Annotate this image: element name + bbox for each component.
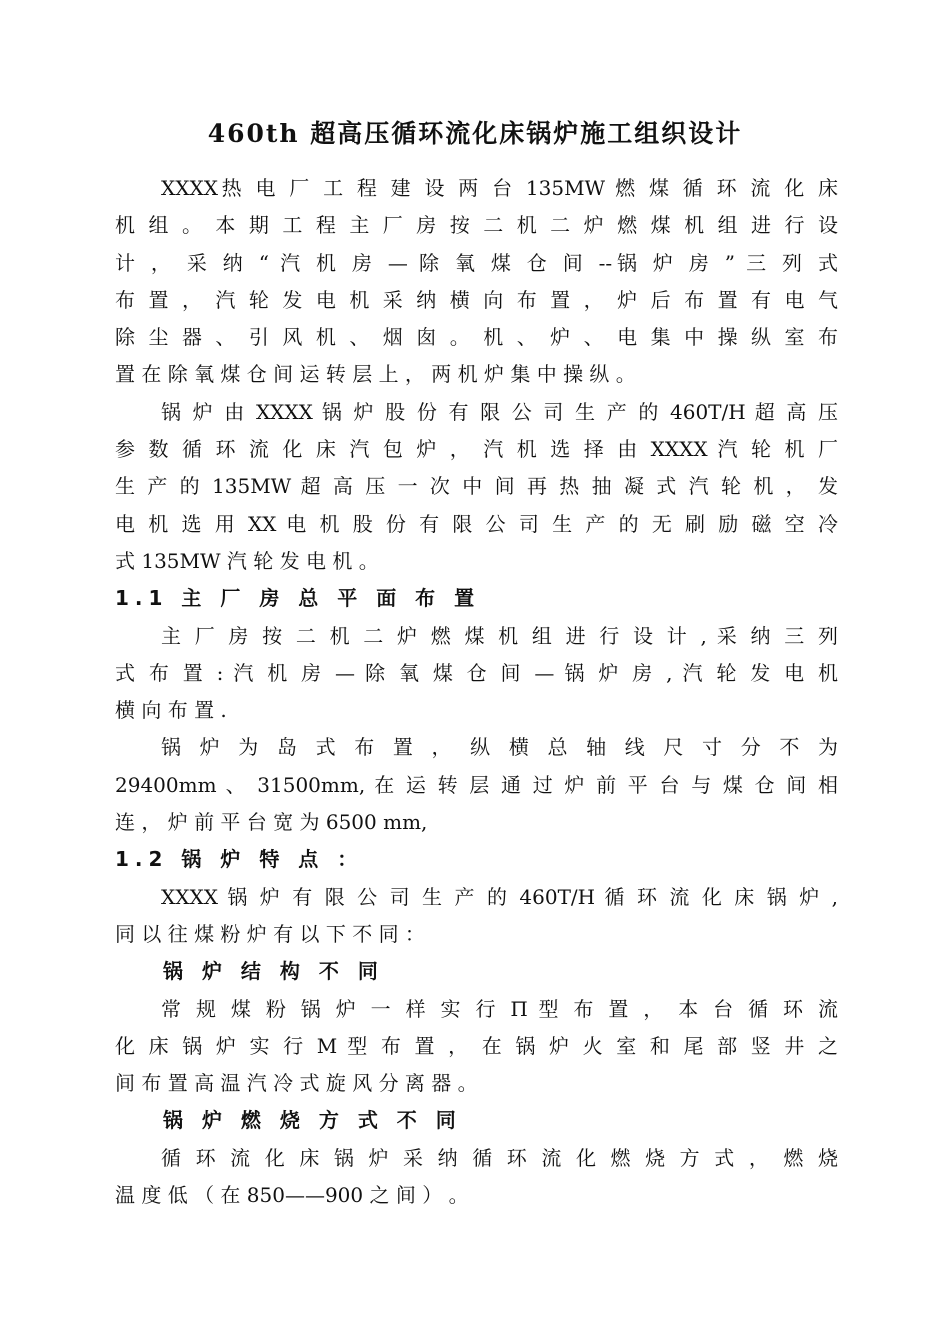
paragraph-line: 29400mm 、 31500mm, 在 运 转 层 通 过 炉 前 平 台 与 煤 仓 间 相 bbox=[115, 772, 838, 797]
paragraph-line: 化 床 锅 炉 实 行 M 型 布 置 ， 在 锅 炉 火 室 和 尾 部 竖 井 之 bbox=[115, 1033, 838, 1058]
section-heading: 1.2 锅 炉 特 点 ： bbox=[115, 847, 364, 872]
section-heading: 1.1 主 厂 房 总 平 面 布 置 bbox=[115, 586, 481, 611]
paragraph-line: 计 ， 采 纳 “ 汽 机 房 — 除 氧 煤 仓 间 --锅 炉 房 ” 三 列 式 bbox=[115, 250, 838, 275]
paragraph-line: 参 数 循 环 流 化 床 汽 包 炉 ， 汽 机 选 择 由 XXXX 汽 轮 机 厂 bbox=[115, 437, 838, 462]
paragraph-first-line: 常 规 煤 粉 锅 炉 一 样 实 行 Π 型 布 置 ， 本 台 循 环 流 bbox=[161, 996, 838, 1021]
paragraph-last-line: 温 度 低 （ 在 850——900 之 间 ） 。 bbox=[115, 1183, 469, 1208]
paragraph-last-line: 同 以 往 煤 粉 炉 有 以 下 不 同 ： bbox=[115, 921, 425, 946]
subsection-heading: 锅 炉 结 构 不 同 bbox=[163, 959, 384, 984]
paragraph-first-line: 锅 炉 由 XXXX 锅 炉 股 份 有 限 公 司 生 产 的 460T/H 超 高 压 bbox=[161, 399, 838, 424]
subsection-heading: 锅 炉 燃 烧 方 式 不 同 bbox=[163, 1108, 462, 1133]
paragraph-first-line: 锅 炉 为 岛 式 布 置 ， 纵 横 总 轴 线 尺 寸 分 不 为 bbox=[161, 735, 838, 760]
paragraph-last-line: 横 向 布 置 . bbox=[115, 698, 227, 723]
paragraph-last-line: 式 135MW 汽 轮 发 电 机 。 bbox=[115, 548, 379, 573]
paragraph-line: 电 机 选 用 XX 电 机 股 份 有 限 公 司 生 产 的 无 刷 励 磁 空 冷 bbox=[115, 511, 838, 536]
paragraph-line: 式 布 置 : 汽 机 房 — 除 氧 煤 仓 间 — 锅 炉 房 , 汽 轮 发 电 机 bbox=[115, 660, 838, 685]
document-body bbox=[115, 170, 838, 1214]
paragraph-first-line: XXXX 锅 炉 有 限 公 司 生 产 的 460T/H 循 环 流 化 床 锅 炉 , bbox=[161, 884, 838, 909]
paragraph-first-line: 主 厂 房 按 二 机 二 炉 燃 煤 机 组 进 行 设 计 , 采 纳 三 列 bbox=[161, 623, 838, 648]
paragraph-first-line: 循 环 流 化 床 锅 炉 采 纳 循 环 流 化 燃 烧 方 式 ， 燃 烧 bbox=[161, 1145, 838, 1170]
paragraph-line: 生 产 的 135MW 超 高 压 一 次 中 间 再 热 抽 凝 式 汽 轮 机 ， 发 bbox=[115, 474, 838, 499]
paragraph-last-line: 置 在 除 氧 煤 仓 间 运 转 层 上 ， 两 机 炉 集 中 操 纵 。 bbox=[115, 362, 636, 387]
paragraph-last-line: 连 ， 炉 前 平 台 宽 为 6500 mm, bbox=[115, 810, 428, 835]
document-title: 460th 超高压循环流化床锅炉施工组织设计 bbox=[207, 119, 743, 148]
paragraph-last-line: 间 布 置 高 温 汽 冷 式 旋 风 分 离 器 。 bbox=[115, 1071, 478, 1096]
paragraph-first-line: XXXX热 电 厂 工 程 建 设 两 台 135MW 燃 煤 循 环 流 化 床 bbox=[161, 176, 838, 200]
paragraph-line: 机 组 。 本 期 工 程 主 厂 房 按 二 机 二 炉 燃 煤 机 组 进 行 设 bbox=[115, 213, 838, 238]
paragraph-line: 布 置 ， 汽 轮 发 电 机 采 纳 横 向 布 置 ， 炉 后 布 置 有 电 气 bbox=[115, 287, 838, 312]
paragraph-line: 除 尘 器 、 引 风 机 、 烟 囱 。 机 、 炉 、 电 集 中 操 纵 室 布 bbox=[115, 325, 838, 350]
